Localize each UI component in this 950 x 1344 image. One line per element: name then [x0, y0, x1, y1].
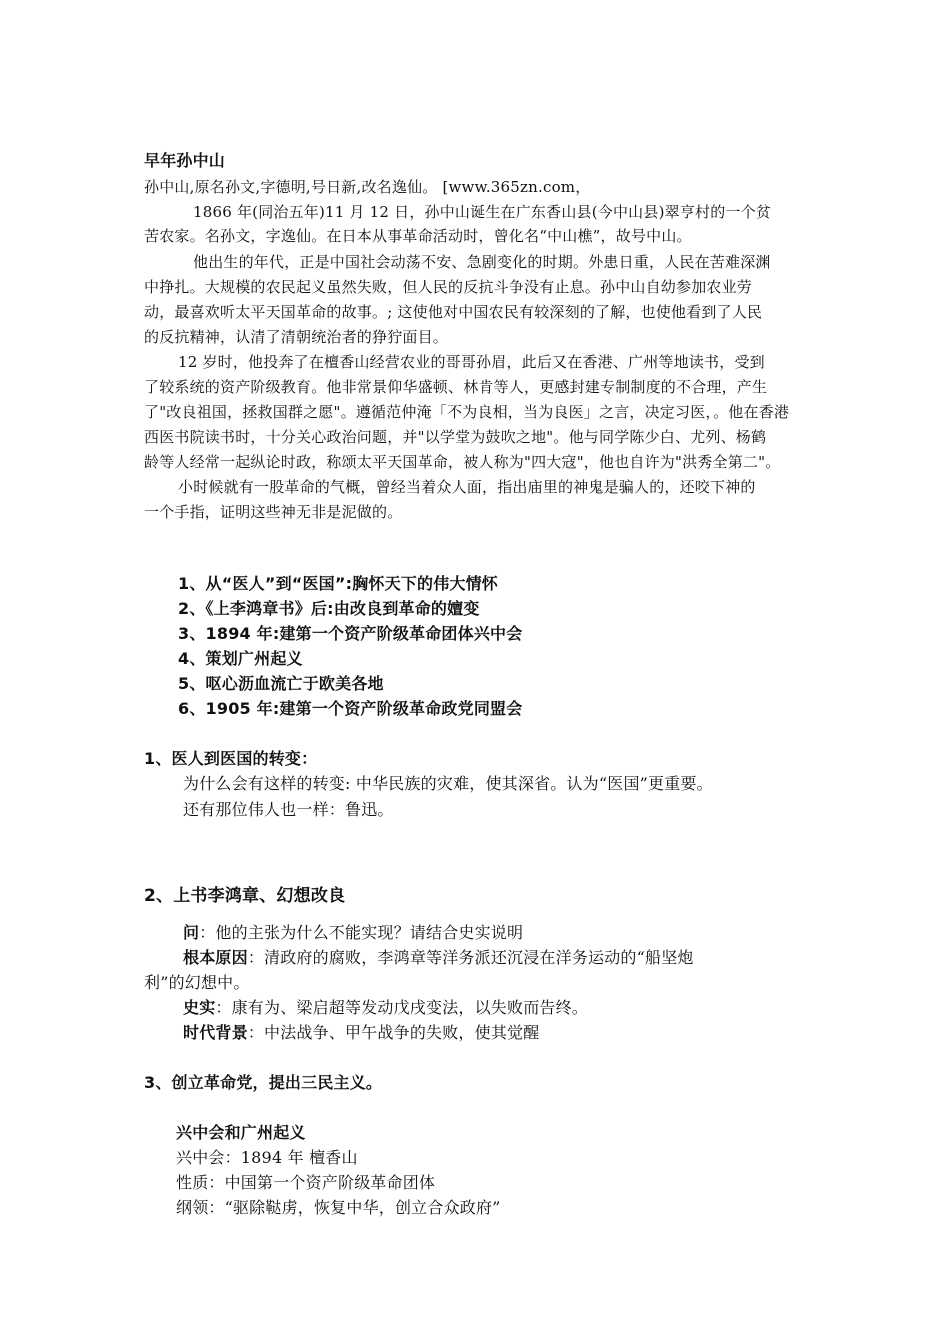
paragraph-line: 动，最喜欢听太平天国革命的故事。; 这使他对中国农民有较深刻的了解，也使他看到了人民 [144, 303, 763, 321]
section-line: 性质：中国第一个资产阶级革命团体 [176, 1173, 436, 1192]
paragraph-line: 了较系统的资产阶级教育。他非常景仰华盛顿、林肯等人，更感封建专制制度的不合理，产生 [144, 378, 768, 396]
paragraph-line: 一个手指，证明这些神无非是泥做的。 [144, 503, 403, 521]
toc-item: 4、策划广州起义 [178, 649, 303, 668]
question-text: ：他的主张为什么不能实现？请结合史实说明 [199, 923, 524, 942]
toc-item: 5、呕心沥血流亡于欧美各地 [178, 674, 384, 693]
paragraph-line: 中挣扎。大规模的农民起义虽然失败，但人民的反抗斗争没有止息。孙中山自幼参加农业劳 [144, 278, 753, 296]
paragraph-line: 的反抗精神，认清了清朝统治者的狰狞面目。 [144, 328, 449, 346]
reason-label: 根本原因 [183, 948, 248, 967]
section-line: 为什么会有这样的转变: 中华民族的灾难，使其深省。认为“医国”更重要。 [183, 774, 713, 793]
paragraph-line: 龄等人经常一起纵论时政，称颂太平天国革命，被人称为"四大寇"，他也自许为"洪秀全第二"。 [144, 453, 781, 471]
reason-line [183, 947, 694, 969]
background-label: 时代背景 [183, 1023, 248, 1042]
question-line [183, 922, 523, 944]
subsection-heading: 兴中会和广州起义 [176, 1123, 306, 1142]
paragraph-line: 了"改良祖国，拯救国群之愿"。遵循范仲淹「不为良相，当为良医」之言，决定习医，。他在香港 [144, 403, 790, 421]
question-label: 问 [183, 923, 200, 942]
section-line: 纲领：“驱除鞑虏，恢复中华，创立合众政府” [176, 1198, 501, 1217]
paragraph-line: 苦农家。名孙文，字逸仙。在日本从事革命活动时，曾化名“中山樵”，故号中山。 [144, 227, 692, 245]
section-heading: 1、医人到医国的转变： [144, 749, 318, 768]
toc-item: 3、1894 年:建第一个资产阶级革命团体兴中会 [178, 624, 523, 643]
paragraph-line: 西医书院读书时，十分关心政治问题，并"以学堂为鼓吹之地"。他与同学陈少白、尤列、杨鹤 [144, 428, 767, 446]
reason-line-cont: 利”的幻想中。 [144, 973, 250, 992]
section-heading: 3、创立革命党，提出三民主义。 [144, 1073, 383, 1092]
intro-line: 孙中山,原名孙文,字德明,号日新,改名逸仙。 [www.365zn.com， [144, 178, 591, 196]
background-line [183, 1022, 539, 1044]
section-line: 还有那位伟人也一样：鲁迅。 [183, 800, 394, 819]
paragraph-line: 1866 年(同治五年)11 月 12 日，孙中山诞生在广东香山县(今中山县)翠亨村的一个贫 [193, 203, 772, 221]
paragraph-line: 他出生的年代，正是中国社会动荡不安、急剧变化的时期。外患日重，人民在苦难深渊 [193, 253, 771, 271]
fact-text: ：康有为、梁启超等发动戊戌变法，以失败而告终。 [215, 998, 589, 1017]
paragraph-line: 小时候就有一股革命的气概，曾经当着众人面，指出庙里的神鬼是骗人的，还咬下神的 [178, 478, 756, 496]
section-heading: 2、上书李鸿章、幻想改良 [144, 886, 346, 906]
section-line: 兴中会：1894 年 檀香山 [176, 1148, 358, 1167]
toc-item: 2、《上李鸿章书》后:由改良到革命的嬗变 [178, 599, 480, 618]
toc-item: 6、1905 年:建第一个资产阶级革命政党同盟会 [178, 699, 523, 718]
fact-line [183, 997, 588, 1019]
background-text: ：中法战争、甲午战争的失败，使其觉醒 [247, 1023, 540, 1042]
reason-text: ：清政府的腐败，李鸿章等洋务派还沉浸在洋务运动的“船坚炮 [247, 948, 694, 967]
paragraph-line: 12 岁时，他投奔了在檀香山经营农业的哥哥孙眉，此后又在香港、广州等地读书，受到 [178, 353, 765, 371]
fact-label: 史实 [183, 998, 216, 1017]
page-title: 早年孙中山 [144, 151, 226, 170]
toc-item: 1、从“医人”到“医国”:胸怀天下的伟大情怀 [178, 574, 498, 593]
